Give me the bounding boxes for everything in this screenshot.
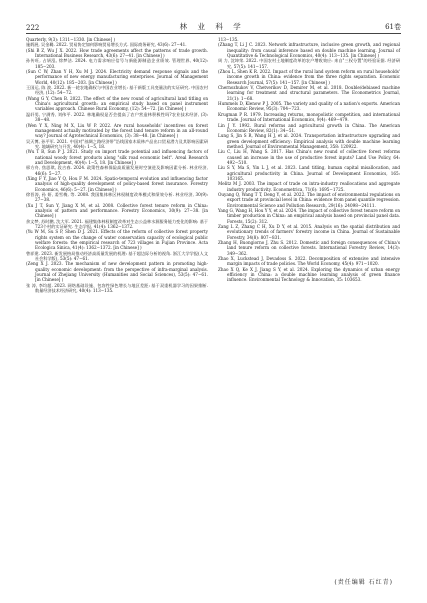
reference-entry: 曾祥建. 2023. 新发展格局推动经济高质量发展的机理: 基于超边际分析的视角. 浙江大学学报(人文社会科学版), 53(5): 47−61. — [26, 250, 208, 262]
reference-entry: (Wu T B, Sun P J. 2021. Study on import trade potential and influencing factors of national woody forest products along "silk road economic belt". Areal Research and Development, 40(4): 1−5, 18. [in Chinese] ) — [26, 149, 208, 165]
reference-entry: (Sun C W, Zhan Y H, Xu M J. 2024. Electricity demand response signals and the performance of new energy manufacturing enterprises. Journal of Management World, 40(12): 185−203. [in Chinese] ) — [26, 69, 208, 85]
right-column — [218, 37, 400, 294]
reference-entry: 王国运, 陈 波. 2022. 新一轮农地确权与中国农业增长: 基于新版工具变量法的实证研究. 中国农村经济, (12): 54−72. — [26, 85, 208, 96]
reference-entry: 113−135. — [218, 37, 239, 42]
reference-entry: (Shi B Z, Wu J X. 2022. How trade agreements affect the patterns of trade growth. International Business Research, 43(6): 27−41. [in Chinese] ) — [26, 47, 208, 59]
reference-entry: Liu S Y, Ma S, Yin L J, et al. 2023. Land titling, human capital misallocation, and agricultural productivity in China. Journal of Development Economics, 165: 103165. — [218, 165, 400, 181]
reference-entry: Chernozhukov V, Chetverikov D, Demirer M, et al. 2018. Double/debiased machine learning for treatment and structural parameters. The Econometrics Journal, 21(1): 1−68. — [218, 85, 400, 101]
reference-entry: (Zhou L, Shen K R. 2022. Impact of the rural land system reform on rural households' income growth in China: evidence from the three rights separation. Economic Research Journal, 57(5): 141−157. [in Chinese] ) — [218, 69, 400, 85]
editor-note: (责任编辑 石红青) — [334, 579, 393, 586]
reference-entry: 孙传旺, 占妍泓, 徐梦洁. 2024. 电力需求响应信号与新能源制造企业绩效. 管理世界, 40(12): 185−203. — [26, 58, 208, 69]
reference-entry: (Xing F Y, Jiao Y Q, Hou F M. 2024. Spatio-temporal evolution and influencing factor analysis of high-quality development of policy-based forest insurance. Forestry Economics, 46(6): 5−27. [in Chinese] ) — [26, 175, 208, 192]
volume-label: 61卷 — [385, 23, 401, 31]
reference-entry: Melitz M J. 2003. The impact of trade on intra-industry reallocations and aggregate industry productivity. Econometrica, 71(6): 1695−1725. — [218, 181, 400, 192]
reference-entry: 温轩男, 宁满秀, 刘伟平. 2022. 林地确权是否会提高了农户营造林积极性吗?农业技术经济, (3): 38−48. — [26, 111, 208, 123]
page-number: 222 — [26, 24, 40, 32]
references-columns — [26, 37, 401, 294]
header-rule — [26, 33, 401, 34]
reference-entry: 施炳展, 吴金璐. 2022. 贸易协定如何影响贸易增长方式. 国际商务研究, 43(6): 27−41. — [26, 42, 187, 48]
reference-entry: (Yu W M, Su S P, Shen D J. 2021. Effects of the reform of collective forest property rights system on the change of water conservation capacity of ecological public welfare forests: the empirical research of 723 villages in Fujian Province. Acta Ecologica Sinica, 41(4): 1362−1372. [in Chinese] ) — [26, 229, 208, 251]
reference-entry: 余文梦, 苏时鹏, 沈大军. 2021. 福建集体林权制度改革对生态公益林水源服务能力变化的影响: 基于723个村的实证研究. 生态学报, 41(4): 1362−1372. — [26, 218, 208, 230]
reference-entry: Zhao X Q, Ke X J, Jiang S Y, et al. 2024. Exploring the dynamics of urban energy efficiency in China: a double machine learning analysis of green finance influence. Environmental Technology & Innovation, 35: 103653. — [218, 266, 400, 283]
left-column — [26, 37, 208, 294]
reference-entry: Zhang H, Buongiorno J, Zhu S. 2012. Domestic and foreign consequences of China's land tenure reform on collective forests. International Forestry Review, 14(3): 349−362. — [218, 240, 400, 256]
reference-entry: (Wen Y X, Ning M X, Liu W P. 2022. Are rural households' incentives on forest management actually motivated by the forest land tenure reform in an all-round way? Journal of Agrotechnical Economics, (3): 38−48. [in Chinese] ) — [26, 122, 208, 139]
reference-entry: Yang G, Wang H, Hou Y Y, et al. 2024. The impact of collective forest tenure reform on timber production in China: an empirical analysis based on provincial panel data. Forests, 15(2): 312. — [218, 208, 400, 224]
journal-title: 林 业 科 学 — [179, 22, 245, 31]
reference-entry: 周 力, 沈坤荣. 2022. 中国农村土地制度改革的农户增收效应: 来自"三权分置"的经验证据. 经济研究, 57(5): 141−157. — [218, 58, 400, 69]
reference-entry: (Xu J T, Sun Y, Jiang X M, et al. 2008. Collective forest tenure reform in China: analysis of pattern and performance. Forestry Economics, 30(9): 27−38. [in Chinese] ) — [26, 202, 208, 219]
reference-entry: Krugman P R. 1979. Increasing returns, monopolistic competition, and international trade. Journal of International Economics, 9(4): 469−479. — [218, 111, 400, 123]
reference-entry: Ouyang Q, Wang T T, Deng Y, et al. 2022. The impact of environmental regulations on export trade at provincial level in China: evidence from panel quantile regression. Environmental Science and Pollution Research, 29(16): 24098−24111. — [218, 191, 400, 208]
reference-entry: Zhao X, Luckstead J, Devadoss S. 2022. Decomposition of extensive and intensive margin impacts of trade policies. The World Economy, 45(4): 971−1020. — [218, 256, 400, 267]
reference-entry: (Wang G Y, Chen B. 2022. The effect of the new round of agricultural land titling on China's agricultural growth: an empirical study based on panel instrument variables approach. Chinese Rural Economy, (12): 54−72. [in Chinese] ) — [26, 95, 208, 112]
reference-entry: (Zeng X J. 2023. The mechanism of new development pattern in promoting high-quality economic development: from the perspective of infra-marginal analysis. Journal of Zhejiang University (Humanities and Social Sciences), 53(5): 47−61. [in Chinese] ) — [26, 261, 208, 283]
reference-entry: 邢方舟, 焦思琪, 段吉春. 2024. 政策性森林保险高质量发展时空演进及影响因素分析. 林业经济, 46(6): 5−27. — [26, 165, 208, 176]
reference-entry: Hummels D, Klenow P J. 2005. The variety and quality of a nation's exports. American Economic Review, 95(3): 704−723. — [218, 101, 400, 112]
reference-entry: Liu C, Liu H, Wang S. 2017. Has China's new round of collective forest reforms caused an increase in the use of productive forest inputs? Land Use Policy, 64: 492−510. — [218, 149, 400, 165]
reference-entry: 张 涛, 李均超. 2023. 网络基础设施、包容性绿色增长与地区差距: 基于双重机器学习的因果推断. 数量经济技术经济研究, 40(4): 113−135. — [26, 282, 208, 294]
reference-entry: Lin J Y. 1992. Rural reforms and agricultural growth in China. The American Economic Review, 82(1): 34−51. — [218, 122, 400, 133]
reference-entry: Quarterly, 9(3): 1311−1330. [in Chinese] ) — [26, 37, 116, 42]
running-header — [26, 20, 401, 32]
reference-entry: (Zhang T, Li J C. 2023. Network infrastructure, inclusive green growth, and regional inequality: from causal inference based on double machine learning. Journal of Quantitative & Technological Economics, 40(4): 113−135. [in Chinese] ) — [218, 42, 400, 59]
reference-entry: 吴天博, 孙平军. 2021. 中国对"丝绸之路经济带"沿线国家木质林产品出口贸易潜力及其影响因素研究. 地域研究与开发, 40(4): 1−5, 18. — [26, 138, 208, 149]
reference-entry: Zang L Z, Zhang C H, Xu D Y, et al. 2015. Analysis on the spatial distribution and evolutionary trends of farmers' forestry income in China. Journal of Sustainable Forestry, 34(8): 807−831. — [218, 224, 400, 240]
reference-entry: 徐晋涛, 孙 妍, 姜雪梅, 等. 2008. 我国集体林区林权制度改革模式和绩效分析. 林业经济, 30(9): 27−38. — [26, 191, 208, 203]
reference-entry: Lung S, Jin S R, Wang H J, et al. 2024. Transportation infrastructure upgrading and green development efficiency: Empirical analysis with double machine learning method. Journal of Environmental Management, 358: 120922. — [218, 133, 400, 149]
